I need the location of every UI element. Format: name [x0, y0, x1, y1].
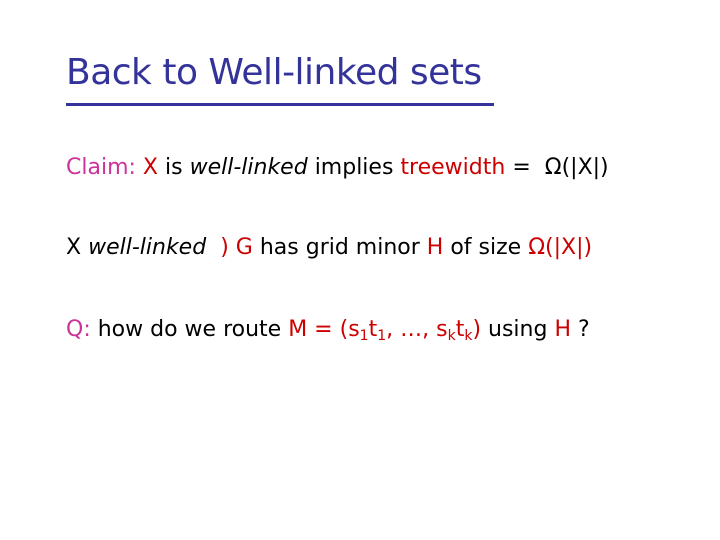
m-expr-start: M = (s	[288, 317, 360, 342]
using-text: using	[488, 317, 548, 342]
t-symbol: t	[368, 317, 378, 342]
omega-expression: Ω(|X|)	[528, 235, 593, 260]
question-mark: ?	[578, 317, 590, 342]
h-symbol: H	[554, 317, 572, 342]
is-text: is	[165, 155, 183, 180]
claim-label: Claim:	[66, 155, 136, 180]
h-symbol: H	[426, 235, 444, 260]
subscript: k	[447, 328, 456, 344]
title-underline	[66, 103, 494, 106]
slide-title: Back to Well-linked sets	[66, 52, 482, 93]
question-text: how do we route	[97, 317, 282, 342]
of-size-text: of size	[450, 235, 522, 260]
omega-expression: Ω(|X|)	[544, 155, 609, 180]
well-linked-text: well-linked	[189, 155, 308, 180]
m-expr-close: )	[472, 317, 482, 342]
t-symbol: t	[455, 317, 465, 342]
m-expression	[288, 317, 481, 342]
x-symbol: X	[66, 235, 82, 260]
x-symbol: X	[142, 155, 158, 180]
equals-sign: =	[512, 155, 531, 180]
subscript: 1	[377, 328, 387, 344]
grid-minor-line	[66, 235, 592, 260]
implies-text: implies	[314, 155, 394, 180]
treewidth-text: treewidth	[400, 155, 506, 180]
g-symbol: G	[235, 235, 253, 260]
m-expr-middle: , …, s	[386, 317, 448, 342]
subscript: 1	[359, 328, 369, 344]
subscript: k	[464, 328, 473, 344]
question-line	[66, 317, 590, 342]
implies-symbol: )	[220, 235, 229, 260]
question-label: Q:	[66, 317, 91, 342]
claim-line	[66, 155, 609, 180]
well-linked-text: well-linked	[88, 235, 207, 260]
has-grid-minor-text: has grid minor	[259, 235, 420, 260]
